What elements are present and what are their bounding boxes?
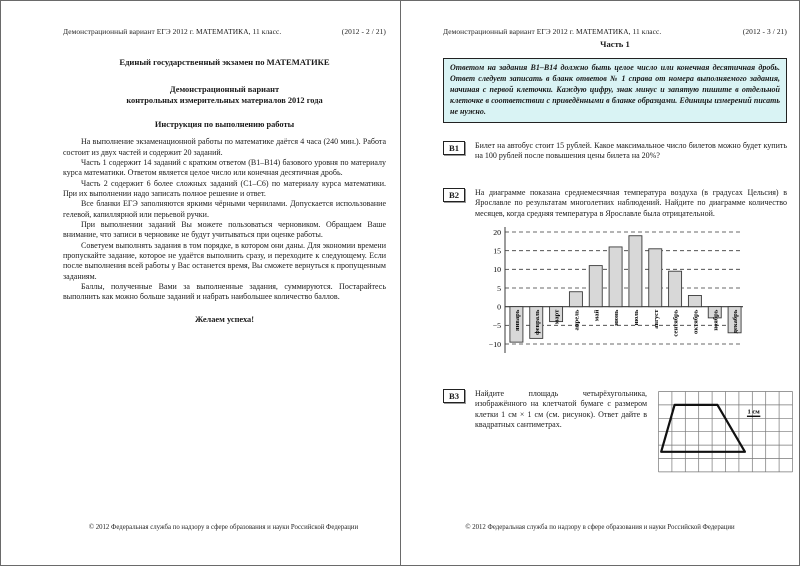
svg-text:ноябрь: ноябрь	[712, 309, 720, 331]
paragraph: На выполнение экзаменационной работы по математике даётся 4 часа (240 мин.). Работа состоит из двух частей и содержит 20 заданий.	[63, 137, 386, 157]
chart-container	[469, 225, 787, 380]
svg-text:−5: −5	[492, 320, 501, 330]
task-b1-label: В1	[443, 141, 465, 155]
svg-text:0: 0	[497, 301, 501, 311]
figure-container	[657, 390, 795, 479]
svg-text:август: август	[652, 309, 660, 329]
task-b1	[443, 141, 787, 162]
subtitle-line-1: Демонстрационный вариант	[169, 85, 280, 94]
instructions-heading: Инструкция по выполнению работы	[154, 120, 295, 130]
svg-text:−10: −10	[488, 339, 501, 349]
paragraph: При выполнении заданий Вы можете пользоваться черновиком. Обращаем Ваше внимание, что записи в черновике не будут учитываться при оценке работы.	[63, 219, 386, 240]
svg-text:июль: июль	[633, 309, 641, 326]
closing-wish: Желаем успеха!	[194, 314, 255, 324]
page-right	[401, 1, 799, 565]
paragraph: Часть 2 содержит 6 более сложных заданий (С1–С6) по материалу курса математики. При их выполнении надо записать полное решение и ответ.	[63, 178, 386, 198]
svg-text:февраль: февраль	[533, 309, 541, 335]
task-b2-label: В2	[443, 188, 465, 202]
part-title: Часть 1	[600, 39, 630, 49]
header-variant-label: Демонстрационный вариант ЕГЭ 2012 г. МАТЕМАТИКА, 11 класс.	[443, 27, 662, 36]
instructions-body	[63, 137, 386, 303]
svg-text:сентябрь: сентябрь	[672, 309, 680, 337]
task-b2	[443, 188, 787, 220]
svg-text:5: 5	[497, 283, 501, 293]
svg-text:1 см: 1 см	[747, 407, 760, 415]
svg-text:май: май	[593, 309, 601, 321]
temperature-bar-chart	[469, 225, 753, 375]
svg-text:октябрь: октябрь	[692, 309, 700, 334]
svg-text:20: 20	[493, 227, 501, 237]
subtitle-line-2: контрольных измерительных материалов 2012 года	[126, 95, 323, 105]
task-b3-label: В3	[443, 389, 465, 403]
task-b2-text: На диаграмме показана среднемесячная температура воздуха (в градусах Цельсия) в Ярославле по результатам многолетних наблюдений. Найдите по диаграмме количество месяцев, когда средняя температура в Ярославле была отрицательной.	[475, 187, 787, 218]
document-title: Единый государственный экзамен по МАТЕМАТИКЕ	[119, 57, 330, 67]
svg-text:15: 15	[493, 245, 501, 255]
svg-text:март: март	[553, 309, 561, 324]
header-page-number: (2012 - 2 / 21)	[341, 27, 386, 36]
task-b1-text: Билет на автобус стоит 15 рублей. Какое максимальное число билетов можно будет купить на 100 рублей после повышения цены билета на 20%?	[475, 140, 787, 161]
svg-text:10: 10	[493, 264, 501, 274]
grid-quadrilateral-figure	[657, 390, 795, 474]
header-variant-label: Демонстрационный вариант ЕГЭ 2012 г. МАТЕМАТИКА, 11 класс.	[63, 27, 282, 36]
page-header	[443, 27, 787, 36]
document-subtitle	[63, 85, 386, 106]
paragraph: Часть 1 содержит 14 заданий с кратким ответом (В1–В14) базового уровня по материалу курса математики. Ответом является целое число или конечная десятичная дробь.	[63, 157, 386, 178]
page-header	[63, 27, 386, 36]
task-b3-text: Найдите площадь четырёхугольника, изображённого на клетчатой бумаге с размером клетки 1 см × 1 см (см. рисунок). Ответ дайте в квадратных сантиметрах.	[475, 388, 648, 430]
svg-text:апрель: апрель	[573, 309, 581, 330]
task-b3	[443, 389, 787, 479]
page-left	[1, 1, 400, 565]
svg-text:январь: январь	[514, 309, 522, 331]
answer-instructions-box: Ответом на задания В1–В14 должно быть целое число или конечная десятичная дробь. Ответ следует записать в бланк ответов № 1 справа от номера выполняемого задания, начиная с первой клеточки. Каждую цифру, знак минус и запятую пишите в отдельной клеточке в соответствии с приведёнными в бланке образцами. Единицы измерений писать не нужно.	[443, 58, 787, 123]
page-footer: © 2012 Федеральная служба по надзору в сфере образования и науки Российской Федерации	[465, 524, 735, 531]
svg-text:декабрь: декабрь	[732, 309, 740, 333]
header-page-number: (2012 - 3 / 21)	[742, 27, 787, 36]
paragraph: Советуем выполнять задания в том порядке, в котором они даны. Для экономии времени пропускайте задание, которое не удаётся выполнить сразу, и переходите к следующему. Если после выполнения всей работы у Вас останется время, Вы сможете вернуться к пропущенным заданиям.	[63, 240, 386, 281]
paragraph: Все бланки ЕГЭ заполняются яркими чёрными чернилами. Допускается использование гелевой, капиллярной или перьевой ручки.	[63, 199, 386, 219]
paragraph: Баллы, полученные Вами за выполненные задания, суммируются. Постарайтесь выполнить как можно больше заданий и набрать наибольшее количество баллов.	[63, 282, 386, 302]
page-footer: © 2012 Федеральная служба по надзору в сфере образования и науки Российской Федерации	[88, 524, 359, 531]
svg-text:июнь: июнь	[613, 309, 621, 326]
